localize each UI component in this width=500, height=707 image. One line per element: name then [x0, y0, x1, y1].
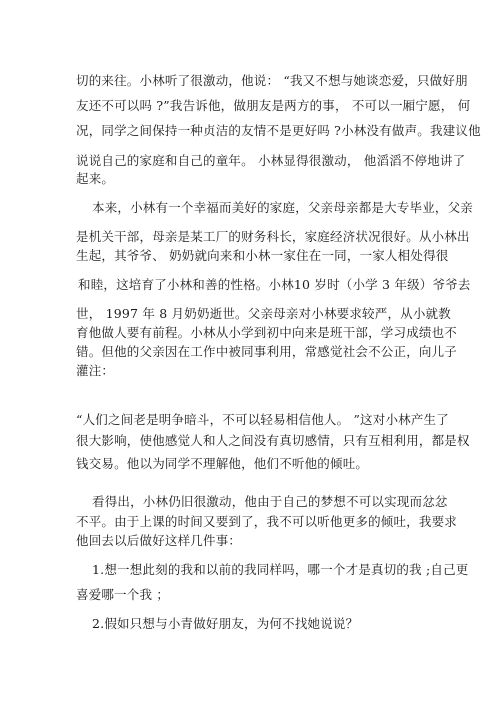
- text-line-14: “人们之间老是明争暗斗，不可以轻易相信他人。 ”这对小林产生了: [76, 412, 449, 427]
- text-line-13: 灌注：: [76, 363, 115, 378]
- text-line-20: 1.想一想此刻的我和以前的我同样吗，哪一个才是真切的我 ;自己更: [92, 562, 469, 577]
- text-line-3: 况，同学之间保持一种贞洁的友情不是更好吗 ?小林没有做声。我建议他: [76, 123, 481, 138]
- text-line-12: 错。但他的父亲因在工作中被同事利用，常感觉社会不公正，向儿子: [76, 344, 458, 359]
- text-line-9: 和睦，这培育了小林和善的性格。小林10 岁时（小学 3 年级）爷爷去: [78, 277, 471, 292]
- text-line-19: 他回去以后做好这样几件事：: [76, 533, 242, 548]
- text-line-10: 世， 1997 年 8 月奶奶逝世。父亲母亲对小林要求较严，从小就教: [76, 306, 451, 321]
- text-line-18: 不平。由于上课的时间又要到了，我不可以听他更多的倾吐，我要求: [76, 514, 458, 529]
- text-line-21: 喜爱哪一个我 ；: [76, 587, 170, 602]
- text-line-8: 生起，其爷爷、 奶奶就向来和小林一家住在一同，一家人相处得很: [76, 248, 449, 263]
- text-line-15: 很大影响，使他感觉人和人之间没有真切感情，只有互相利用，都是权: [76, 433, 470, 448]
- text-line-11: 育他做人要有前程。小林从小学到初中向来是班干部，学习成绩也不: [76, 325, 458, 340]
- text-line-4: 说说自己的家庭和自己的童年。 小林显得很激动， 他滔滔不停地讲了: [76, 153, 466, 168]
- text-line-6: 本来，小林有一个幸福而美好的家庭，父亲母亲都是大专毕业，父亲: [92, 200, 474, 215]
- text-line-7: 是机关干部，母亲是某工厂的财务科长，家庭经济状况很好。从小林出: [76, 229, 470, 244]
- text-line-17: 看得出，小林仍旧很激动，他由于自己的梦想不可以实现而忿忿: [92, 494, 448, 509]
- text-line-2: 友还不可以吗 ?”我告诉他，做朋友是两方的事， 不可以一厢宁愿， 何: [76, 98, 471, 113]
- text-line-1: 切的来往。小林听了很激动，他说： “我又不想与她谈恋爱，只做好朋: [76, 73, 468, 88]
- text-line-5: 起来。: [76, 171, 115, 186]
- text-line-16: 钱交易。他以为同学不理解他，他们不听他的倾吐。: [76, 456, 369, 471]
- text-line-22: 2.假如只想与小青做好朋友，为何不找她说说？: [92, 616, 359, 631]
